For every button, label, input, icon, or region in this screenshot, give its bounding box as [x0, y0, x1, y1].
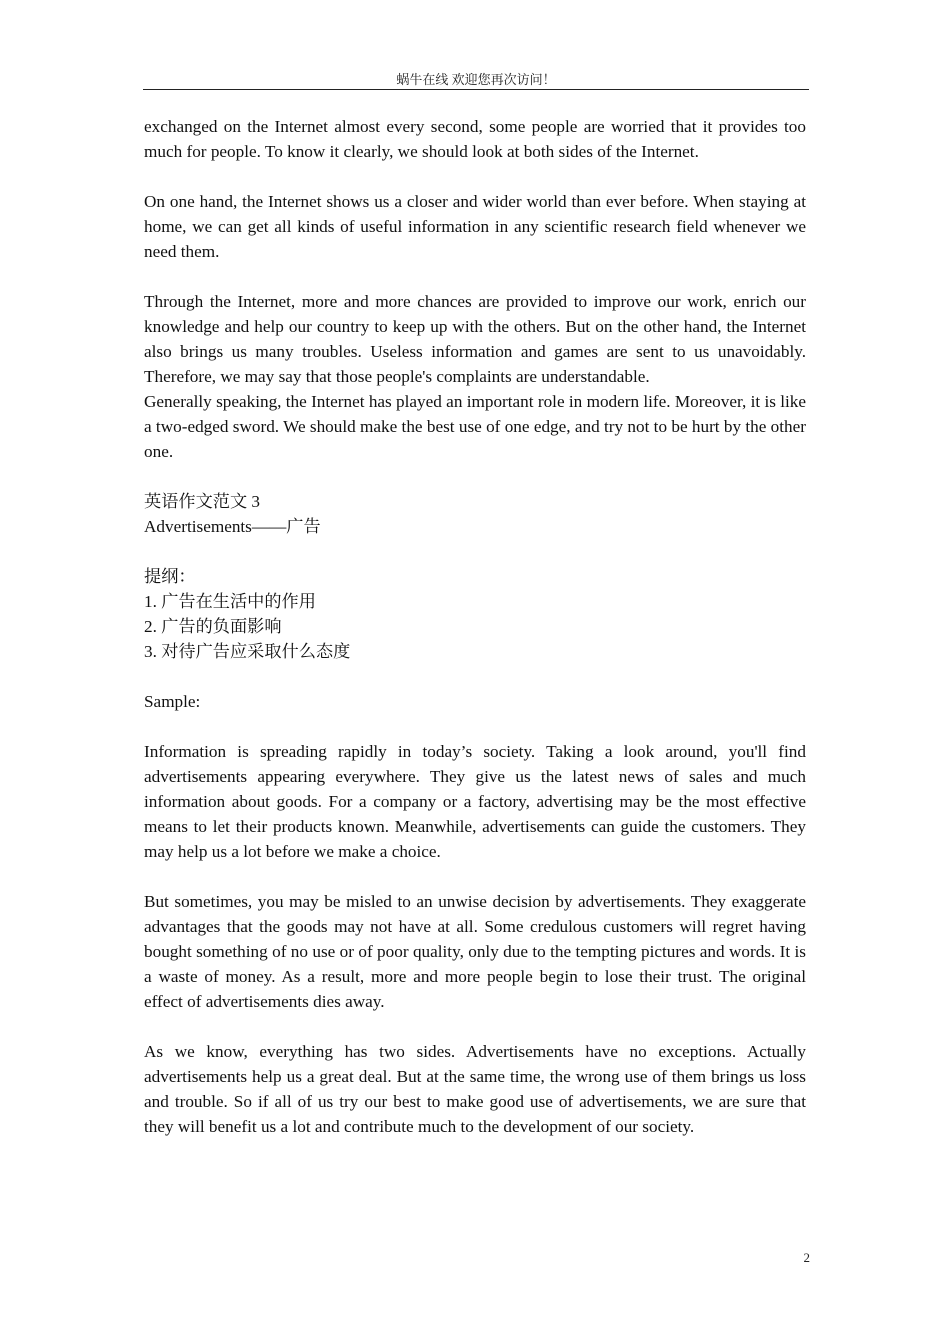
outline-item: 3. 对待广告应采取什么态度: [144, 642, 351, 661]
paragraph-internet-benefits: On one hand, the Internet shows us a closer and wider world than ever before. When staying at home, we can get all kinds of useful information in any scientific research field whenever we need them.: [144, 192, 806, 261]
document-body: [144, 114, 806, 1164]
paragraph-ads-intro: Information is spreading rapidly in today’s society. Taking a look around, you'll find advertisements appearing everywhere. They give us the latest news of sales and much information about goods. For a company or a factory, advertising may be the most effective means to let their products known. Meanwhile, advertisements can guide the customers. They may help us a lot before we make a choice.: [144, 742, 806, 861]
page-header: 蜗牛在线 欢迎您再次访问！: [143, 70, 809, 90]
paragraph-internet-intro: exchanged on the Internet almost every second, some people are worried that it provides too much for people. To know it clearly, we should look at both sides of the Internet.: [144, 117, 806, 161]
essay-heading: 英语作文范文 3: [144, 492, 261, 511]
spacer: [144, 664, 806, 689]
page-number: 2: [803, 1250, 810, 1265]
outline-label: 提纲：: [144, 567, 196, 586]
paragraph-internet-troubles: Through the Internet, more and more chances are provided to improve our work, enrich our knowledge and help our country to keep up with the others. But on the other hand, the Internet also brings us many troubles. Useless information and games are sent to us unavoidably. Therefore, we may say that those people's complaints are understandable.: [144, 292, 806, 386]
outline-item: 2. 广告的负面影响: [144, 617, 282, 636]
paragraph-ads-conclusion: As we know, everything has two sides. Advertisements have no exceptions. Actually advertisements help us a great deal. But at the same time, the wrong use of them brings us loss and trouble. So if all of us try our best to make good use of advertisements, we are sure that they will benefit us a lot and contribute much to the development of our society.: [144, 1042, 806, 1136]
paragraph-ads-negative: But sometimes, you may be misled to an unwise decision by advertisements. They exaggerate advantages that the goods may not have at all. Some credulous customers will regret having bought something of no use or of poor quality, only due to the tempting pictures and words. It is a waste of money. As a result, more and more people begin to lose their trust. The original effect of advertisements dies away.: [144, 892, 806, 1011]
sample-label: Sample:: [144, 692, 201, 711]
spacer: [144, 539, 806, 564]
outline-item: 1. 广告在生活中的作用: [144, 592, 316, 611]
spacer: [144, 714, 806, 739]
essay-title: Advertisements——广告: [144, 517, 321, 536]
paragraph-internet-conclusion: Generally speaking, the Internet has played an important role in modern life. Moreover, it is like a two-edged sword. We should make the best use of one edge, and try not to be hurt by the other one.: [144, 392, 806, 461]
